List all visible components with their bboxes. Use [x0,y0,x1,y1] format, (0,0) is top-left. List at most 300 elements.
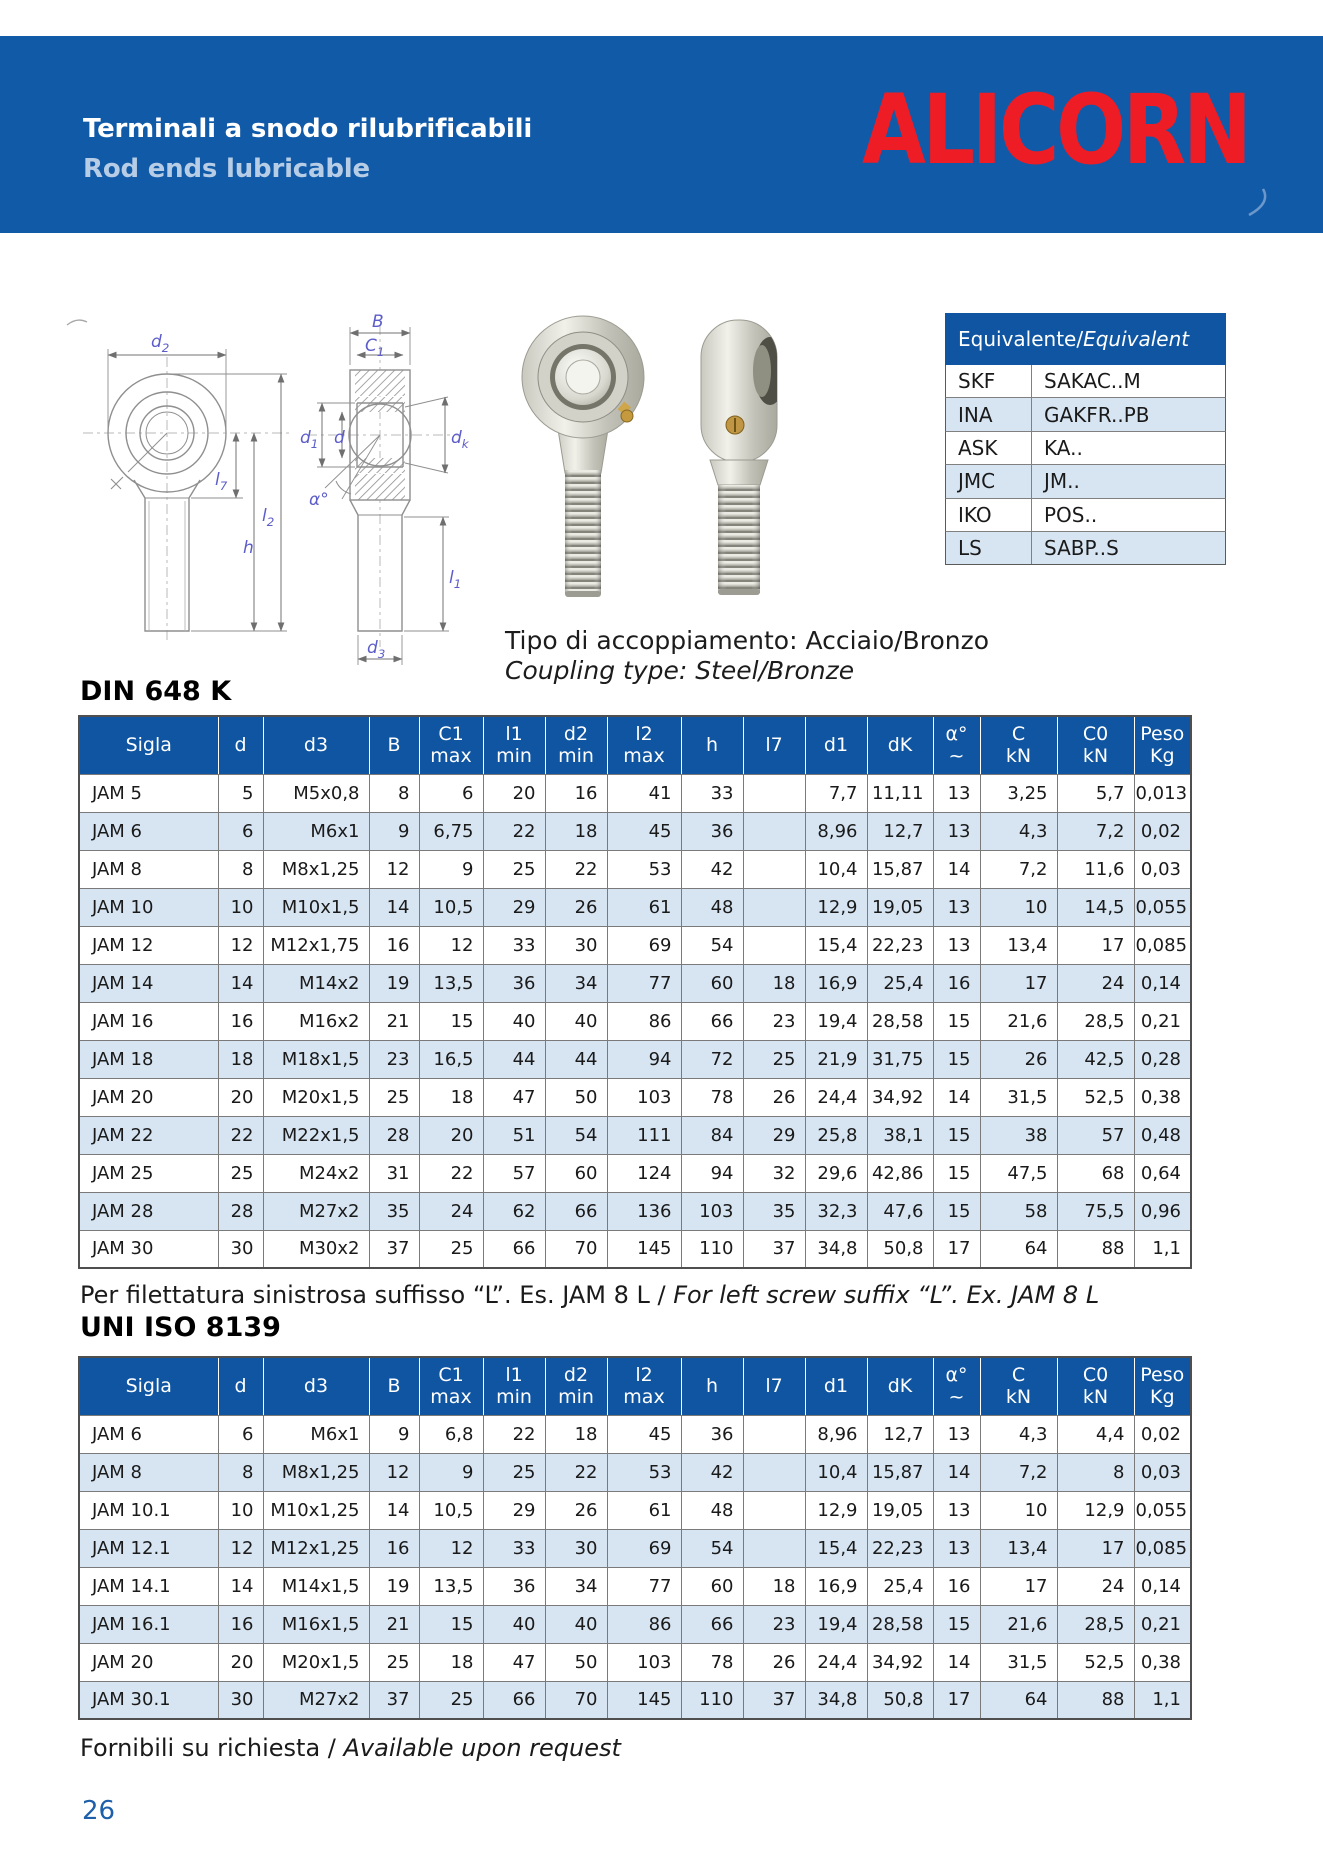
equivalents-title-en: Equivalent [1083,327,1190,351]
table-cell: 28,5 [1057,1002,1134,1040]
table-cell: 53 [607,1453,681,1491]
product-photos [498,295,818,615]
stray-mark [67,320,87,325]
table-cell: 18 [743,1567,805,1605]
dimension-label: $d_1$ [300,428,319,451]
table-cell: 61 [607,1491,681,1529]
table-cell: 12,9 [805,1491,867,1529]
table-cell: 15,87 [867,850,933,888]
table-cell: M14x1,5 [263,1567,369,1605]
sigla-cell: JAM 8 [79,850,218,888]
table-cell: 40 [545,1002,607,1040]
equivalent-code: JM.. [1044,469,1080,494]
table-cell: 34 [545,964,607,1002]
table-cell: 22 [545,850,607,888]
table-cell: 47,6 [867,1192,933,1230]
dimension-label: $l_1$ [449,568,462,591]
table-cell: 57 [483,1154,545,1192]
table-cell [743,850,805,888]
table-cell: 12,9 [1057,1491,1134,1529]
sigla-cell: JAM 14 [79,964,218,1002]
table-cell: M20x1,5 [263,1643,369,1681]
table-cell: 28 [218,1192,263,1230]
table-cell: 6 [218,812,263,850]
table-cell: 11,11 [867,774,933,812]
table-cell: 18 [419,1643,483,1681]
table-cell: 103 [607,1643,681,1681]
table-cell: 0,64 [1134,1154,1191,1192]
table-cell: 36 [681,812,743,850]
table-cell: 42 [681,1453,743,1491]
table-cell: 25 [419,1230,483,1268]
table-cell: 6 [218,1415,263,1453]
table-cell: 26 [545,888,607,926]
table-cell: 14 [933,1078,980,1116]
table-cell: 7,2 [980,1453,1057,1491]
table-cell: 19 [369,964,419,1002]
table-cell: 136 [607,1192,681,1230]
table-cell: 78 [681,1643,743,1681]
table-cell: 23 [743,1002,805,1040]
brand-name: INA [946,398,1032,430]
table-cell: 16 [545,774,607,812]
table-cell: 33 [681,774,743,812]
equivalent-row [945,398,1226,431]
availability-note-en: Available upon request [343,1734,621,1762]
table-row [79,964,1191,1002]
spec-table [78,715,1192,1269]
table-cell: 31,5 [980,1643,1057,1681]
table-cell: 38,1 [867,1116,933,1154]
table-cell: 54 [681,926,743,964]
din-table [78,715,1192,1269]
table-cell: 0,03 [1134,1453,1191,1491]
table-cell: 145 [607,1230,681,1268]
table-cell: 37 [743,1681,805,1719]
front-view-drawing [83,332,293,643]
table-row [79,1491,1191,1529]
column-header: d1 [805,716,867,774]
table-row [79,774,1191,812]
table-cell: 78 [681,1078,743,1116]
table-cell: 22 [419,1154,483,1192]
dimension-label: $C_1$ [365,336,385,359]
table-cell: 52,5 [1057,1643,1134,1681]
sigla-cell: JAM 30.1 [79,1681,218,1719]
table-cell: M12x1,75 [263,926,369,964]
table-cell: 21 [369,1002,419,1040]
table-cell: 37 [743,1230,805,1268]
table-cell: M10x1,5 [263,888,369,926]
section-view-drawing [300,312,470,665]
table-cell: 13,4 [980,926,1057,964]
table-cell: M8x1,25 [263,1453,369,1491]
table-cell: 21 [369,1605,419,1643]
column-header: l1 min [483,1357,545,1415]
table-cell: 36 [483,1567,545,1605]
rod-end-side-photo [701,320,786,595]
column-header: d [218,716,263,774]
table-cell: 60 [681,964,743,1002]
left-thread-note [80,1281,1099,1309]
logo-swirl-mark [1243,186,1269,218]
table-row [79,812,1191,850]
table-cell: 0,21 [1134,1605,1191,1643]
sigla-cell: JAM 14.1 [79,1567,218,1605]
table-row [79,1230,1191,1268]
dimension-label: $l_2$ [262,506,275,529]
table-cell: 70 [545,1681,607,1719]
table-cell: 22,23 [867,1529,933,1567]
table-cell: 54 [545,1116,607,1154]
table-cell: 29,6 [805,1154,867,1192]
table-cell: M5x0,8 [263,774,369,812]
table-row [79,1154,1191,1192]
table-cell: 13 [933,812,980,850]
table-cell: 26 [743,1078,805,1116]
table-cell: 26 [980,1040,1057,1078]
table-cell: 24 [1057,964,1134,1002]
table-cell: 28 [369,1116,419,1154]
table-cell [743,774,805,812]
table-cell: 66 [483,1230,545,1268]
sigla-cell: JAM 30 [79,1230,218,1268]
table-cell: 9 [369,812,419,850]
table-cell: 0,21 [1134,1002,1191,1040]
table-row [79,1643,1191,1681]
table-cell: 13,5 [419,1567,483,1605]
table-cell: 16,5 [419,1040,483,1078]
table-cell: 4,3 [980,1415,1057,1453]
technical-drawing [55,285,485,685]
table-cell: 23 [743,1605,805,1643]
table-cell: M14x2 [263,964,369,1002]
table-cell: 0,02 [1134,812,1191,850]
uni-heading: UNI ISO 8139 [80,1312,281,1343]
table-cell: 29 [483,1491,545,1529]
table-cell: 16 [933,1567,980,1605]
table-cell: 68 [1057,1154,1134,1192]
table-cell: 36 [483,964,545,1002]
left-thread-note-it: Per filettatura sinistrosa suffisso “L”. Es. JAM 8 L [80,1281,650,1309]
table-cell: 6 [419,774,483,812]
table-cell: 26 [743,1643,805,1681]
sigla-cell: JAM 8 [79,1453,218,1491]
equivalent-row [945,499,1226,532]
table-cell: 12,7 [867,1415,933,1453]
table-cell: 7,2 [980,850,1057,888]
table-cell: 0,96 [1134,1192,1191,1230]
table-cell: 33 [483,926,545,964]
table-cell: 6,75 [419,812,483,850]
table-cell: 0,28 [1134,1040,1191,1078]
table-cell: 22 [218,1116,263,1154]
table-cell: 48 [681,1491,743,1529]
table-cell: 45 [607,812,681,850]
table-cell: 24 [419,1192,483,1230]
table-cell: 14 [933,1453,980,1491]
table-cell: 66 [681,1605,743,1643]
table-cell: 10,5 [419,888,483,926]
table-cell: 0,38 [1134,1078,1191,1116]
table-cell: 9 [419,850,483,888]
table-cell: 64 [980,1230,1057,1268]
table-cell: 103 [607,1078,681,1116]
table-cell: 15 [933,1605,980,1643]
table-cell: 19 [369,1567,419,1605]
sigla-cell: JAM 6 [79,1415,218,1453]
column-header: d2 min [545,716,607,774]
table-cell: 8 [369,774,419,812]
table-cell: 18 [545,812,607,850]
table-cell: 8,96 [805,812,867,850]
table-cell: 40 [545,1605,607,1643]
table-cell: 20 [218,1643,263,1681]
table-cell: M27x2 [263,1681,369,1719]
table-cell: 0,38 [1134,1643,1191,1681]
table-cell: 0,02 [1134,1415,1191,1453]
table-cell: M27x2 [263,1192,369,1230]
table-cell: M10x1,25 [263,1491,369,1529]
table-cell [743,1491,805,1529]
equivalent-code: POS.. [1044,502,1098,527]
table-cell: 19,05 [867,888,933,926]
table-cell: 17 [980,1567,1057,1605]
table-row [79,1529,1191,1567]
table-cell: M16x1,5 [263,1605,369,1643]
table-cell: 124 [607,1154,681,1192]
table-cell: 70 [545,1230,607,1268]
table-cell: 12,9 [805,888,867,926]
column-header: C kN [980,716,1057,774]
page-title: Terminali a snodo rilubrificabili [83,114,533,144]
sigla-cell: JAM 12 [79,926,218,964]
sigla-cell: JAM 25 [79,1154,218,1192]
table-cell: 77 [607,1567,681,1605]
table-cell: 29 [743,1116,805,1154]
table-cell: 12 [419,1529,483,1567]
table-cell: M16x2 [263,1002,369,1040]
table-cell: 15 [933,1192,980,1230]
page-subtitle: Rod ends lubricable [83,154,370,184]
table-cell: 34,92 [867,1078,933,1116]
table-cell: 86 [607,1605,681,1643]
table-cell: 110 [681,1681,743,1719]
grease-screw [726,416,744,434]
table-cell: 19,4 [805,1605,867,1643]
equivalents-rows [945,365,1226,565]
column-header: d2 min [545,1357,607,1415]
table-cell: 22,23 [867,926,933,964]
spec-table [78,1356,1192,1720]
table-cell: 0,055 [1134,1491,1191,1529]
availability-note [80,1734,621,1762]
column-header: l2 max [607,716,681,774]
table-cell: 15,87 [867,1453,933,1491]
table-cell: 8 [1057,1453,1134,1491]
din-heading: DIN 648 K [80,676,232,707]
table-cell: 25 [369,1078,419,1116]
table-cell [743,812,805,850]
table-cell: 4,4 [1057,1415,1134,1453]
table-cell: 17 [1057,926,1134,964]
table-cell: 10 [980,888,1057,926]
table-cell: 15,4 [805,1529,867,1567]
table-cell: 21,6 [980,1605,1057,1643]
table-cell: 145 [607,1681,681,1719]
column-header: C0 kN [1057,1357,1134,1415]
table-cell [743,1529,805,1567]
table-cell: 25 [419,1681,483,1719]
table-cell: 36 [681,1415,743,1453]
table-cell: 25,8 [805,1116,867,1154]
table-cell: 13 [933,1415,980,1453]
table-cell: 25 [483,1453,545,1491]
dimension-label: $d_3$ [367,638,386,661]
table-cell: 16,9 [805,964,867,1002]
table-cell: 17 [980,964,1057,1002]
table-cell: 14 [218,1567,263,1605]
table-cell: 15 [933,1040,980,1078]
table-cell: 34 [545,1567,607,1605]
alicorn-logo: ALICORN [862,74,1249,186]
table-cell: 16 [369,926,419,964]
table-cell: 22 [483,1415,545,1453]
column-header: dK [867,716,933,774]
table-cell: 31 [369,1154,419,1192]
table-row [79,850,1191,888]
table-cell: 20 [419,1116,483,1154]
table-cell: 44 [545,1040,607,1078]
table-cell: 110 [681,1230,743,1268]
table-cell: M24x2 [263,1154,369,1192]
table-cell: 61 [607,888,681,926]
table-cell: 21,6 [980,1002,1057,1040]
table-cell: 66 [483,1681,545,1719]
table-cell: 40 [483,1002,545,1040]
table-cell: 1,1 [1134,1681,1191,1719]
table-row [79,1002,1191,1040]
table-cell: 57 [1057,1116,1134,1154]
sigla-cell: JAM 18 [79,1040,218,1078]
table-cell: 7,7 [805,774,867,812]
table-cell: 12,7 [867,812,933,850]
sigla-cell: JAM 22 [79,1116,218,1154]
table-cell: 28,58 [867,1002,933,1040]
table-cell: 52,5 [1057,1078,1134,1116]
column-header: d3 [263,1357,369,1415]
table-cell: 32 [743,1154,805,1192]
separator: / [1076,327,1084,351]
column-header: B [369,716,419,774]
column-header: C1 max [419,716,483,774]
table-cell: 15 [933,1154,980,1192]
table-cell: 34,8 [805,1230,867,1268]
sigla-cell: JAM 6 [79,812,218,850]
table-cell: M12x1,25 [263,1529,369,1567]
coupling-note-it: Tipo di accoppiamento: Acciaio/Bronzo [505,626,989,655]
table-cell [743,1453,805,1491]
table-cell: 25,4 [867,964,933,1002]
column-header: B [369,1357,419,1415]
table-cell: 13 [933,1529,980,1567]
sigla-cell: JAM 10.1 [79,1491,218,1529]
table-cell: 30 [218,1230,263,1268]
table-cell: 17 [1057,1529,1134,1567]
table-row [79,1453,1191,1491]
table-cell: 50 [545,1643,607,1681]
column-header: l1 min [483,716,545,774]
equivalents-title-it: Equivalente [958,327,1077,351]
table-cell: 26 [545,1491,607,1529]
table-cell: 94 [607,1040,681,1078]
brand-name: LS [946,532,1032,564]
table-cell: 0,14 [1134,964,1191,1002]
brand-name: IKO [946,499,1032,531]
equivalents-header [945,313,1226,365]
table-row [79,1192,1191,1230]
table-cell [743,926,805,964]
table-cell: 12 [419,926,483,964]
table-cell: 38 [980,1116,1057,1154]
table-cell: 42 [681,850,743,888]
column-header: l2 max [607,1357,681,1415]
table-cell: 0,48 [1134,1116,1191,1154]
table-cell: 22 [483,812,545,850]
table-cell: 13 [933,1491,980,1529]
table-cell: 12 [369,850,419,888]
equivalent-code: KA.. [1044,435,1083,460]
table-cell: M20x1,5 [263,1078,369,1116]
table-cell: 34,8 [805,1681,867,1719]
table-cell: 0,085 [1134,1529,1191,1567]
sigla-cell: JAM 20 [79,1643,218,1681]
column-header: α° ~ [933,716,980,774]
table-cell: 24,4 [805,1078,867,1116]
table-cell: 12 [369,1453,419,1491]
table-cell: 17 [933,1681,980,1719]
table-cell: 66 [681,1002,743,1040]
sigla-cell: JAM 16 [79,1002,218,1040]
table-cell: 19,4 [805,1002,867,1040]
table-cell: 10 [218,1491,263,1529]
table-cell: 16 [218,1002,263,1040]
column-header: C1 max [419,1357,483,1415]
table-cell: 17 [933,1230,980,1268]
table-cell: 8,96 [805,1415,867,1453]
coupling-note [505,626,989,686]
table-cell: 50,8 [867,1230,933,1268]
table-cell: 15 [419,1002,483,1040]
table-cell: 14,5 [1057,888,1134,926]
table-cell: 66 [545,1192,607,1230]
table-cell: 10,4 [805,1453,867,1491]
table-cell: M8x1,25 [263,850,369,888]
availability-note-it: Fornibili su richiesta [80,1734,321,1762]
table-cell: 13 [933,774,980,812]
dimension-label: $d_k$ [451,428,469,451]
table-cell: 16,9 [805,1567,867,1605]
table-row [79,1415,1191,1453]
table-cell: M6x1 [263,812,369,850]
brand-name: SKF [946,365,1032,397]
table-cell: 25 [369,1643,419,1681]
table-cell: 33 [483,1529,545,1567]
table-cell: 9 [419,1453,483,1491]
table-cell: 103 [681,1192,743,1230]
table-cell: 25,4 [867,1567,933,1605]
dimension-label: d [334,428,345,448]
